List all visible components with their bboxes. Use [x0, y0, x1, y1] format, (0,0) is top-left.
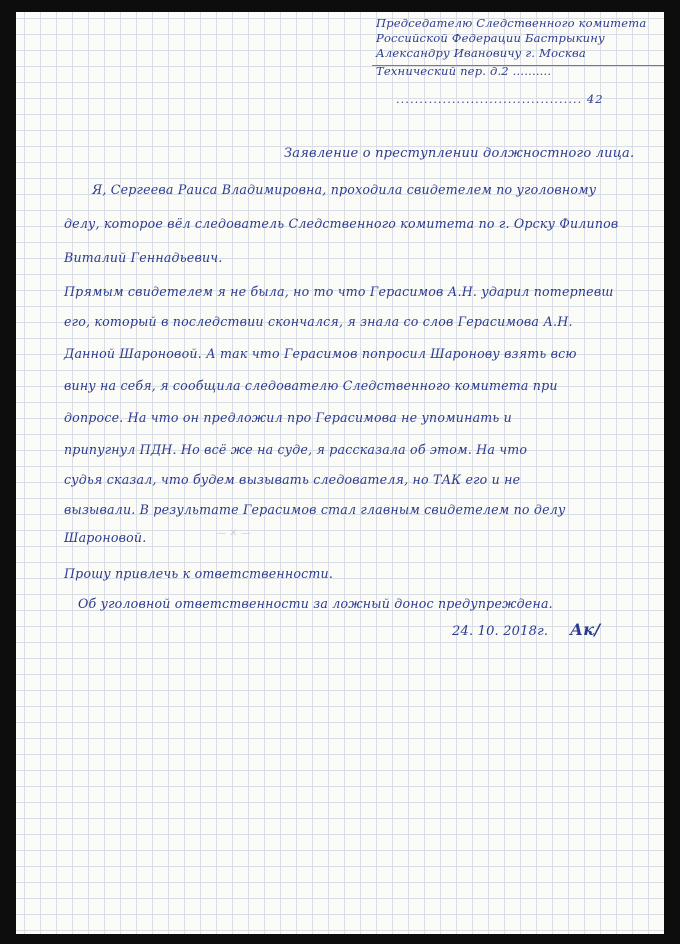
body-line-10: судья сказал, что будем вызывать следователя, но ТАК его и не	[64, 472, 521, 487]
body-line-6: Данной Шароновой. А так что Герасимов попросил Шаронову взять всю	[64, 346, 577, 361]
body-line-1: Я, Сергеева Раиса Владимировна, проходила свидетелем по уголовному	[92, 182, 597, 197]
grid-paper-sheet	[16, 12, 664, 934]
body-line-12: Шароновой.	[64, 530, 147, 545]
addressee-line-5: ........................................ 42	[396, 92, 604, 106]
date: 24. 10. 2018г.	[452, 624, 549, 639]
faint-mark: — ✕ —	[216, 528, 251, 539]
addressee-line-1: Председателю Следственного комитета	[376, 16, 647, 30]
addressee-line-3: Александру Ивановичу г. Москва	[376, 46, 586, 60]
body-line-5: его, который в последствии скончался, я знала со слов Герасимова А.Н.	[64, 314, 573, 329]
warning-line: Об уголовной ответственности за ложный донос предупреждена.	[78, 596, 553, 611]
document-title: Заявление о преступлении должностного лица.	[284, 146, 635, 161]
body-line-11: вызывали. В результате Герасимов стал главным свидетелем по делу	[64, 502, 566, 517]
addressee-line-2: Российской Федерации Бастрыкину	[376, 31, 605, 45]
body-line-2: делу, которое вёл следователь Следственного комитета по г. Орску Филипов	[64, 216, 619, 231]
request-line: Прошу привлечь к ответственности.	[64, 566, 334, 581]
body-line-3: Виталий Геннадьевич.	[64, 250, 223, 265]
addressee-line-4: Технический пер. д.2 ..........	[376, 64, 552, 78]
body-line-8: допросе. На что он предложил про Герасимова не упоминать и	[64, 410, 512, 425]
signature: Ак/	[570, 620, 601, 639]
body-line-4: Прямым свидетелем я не была, но то что Герасимов А.Н. ударил потерпевш	[64, 284, 614, 299]
body-line-9: припугнул ПДН. Но всё же на суде, я рассказала об этом. На что	[64, 442, 528, 457]
body-line-7: вину на себя, я сообщила следователю Следственного комитета при	[64, 378, 558, 393]
